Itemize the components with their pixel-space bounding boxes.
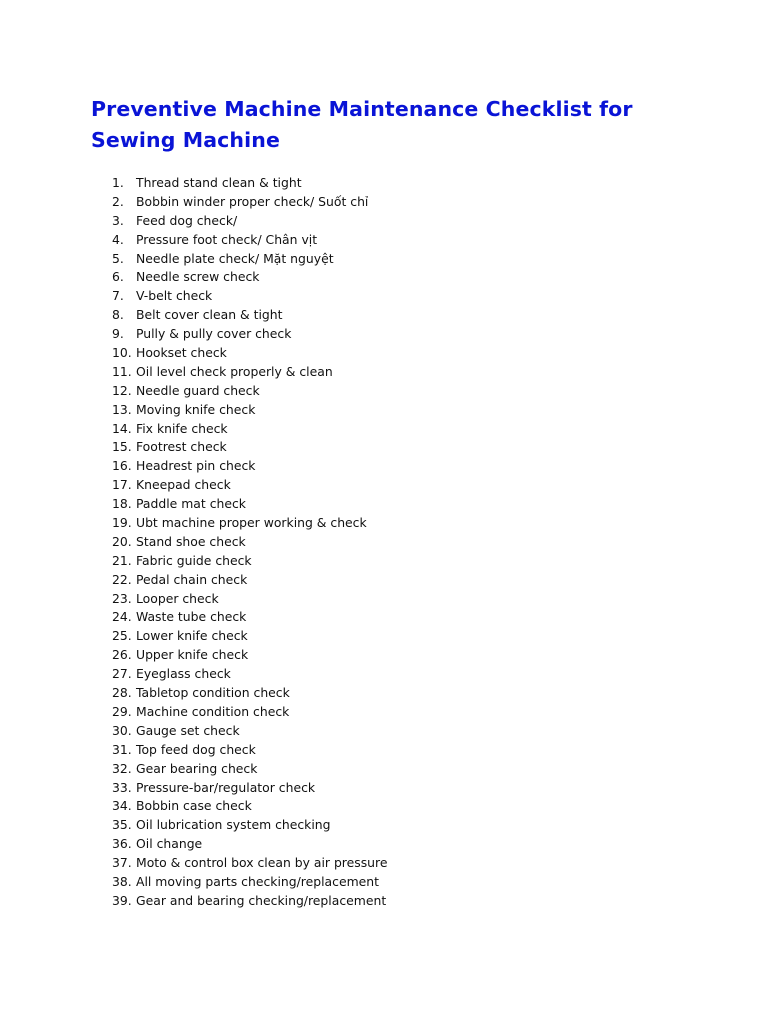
item-text: V-belt check xyxy=(136,288,213,304)
item-number: 11. xyxy=(112,363,132,379)
item-number: 5. xyxy=(112,250,124,266)
item-text: Ubt machine proper working & check xyxy=(136,515,367,531)
item-text: Fix knife check xyxy=(136,420,228,436)
item-text: Kneepad check xyxy=(136,477,231,493)
item-text: Pully & pully cover check xyxy=(136,326,292,342)
page-title: Preventive Machine Maintenance Checklist for Sewing Machine xyxy=(91,97,633,152)
item-text: Paddle mat check xyxy=(136,496,246,512)
item-number: 7. xyxy=(112,288,124,304)
item-number: 4. xyxy=(112,231,124,247)
item-number: 23. xyxy=(112,590,132,606)
item-text: Gauge set check xyxy=(136,722,240,738)
item-text: Pressure foot check/ Chân vịt xyxy=(136,231,318,247)
item-number: 16. xyxy=(112,458,132,474)
item-number: 20. xyxy=(112,533,132,549)
item-number: 6. xyxy=(112,269,124,285)
item-text: Needle plate check/ Mặt nguyệt xyxy=(136,250,334,266)
item-text: All moving parts checking/replacement xyxy=(136,873,379,889)
item-number: 36. xyxy=(112,836,132,852)
item-number: 14. xyxy=(112,420,132,436)
item-number: 29. xyxy=(112,703,132,719)
item-text: Tabletop condition check xyxy=(136,685,290,701)
item-number: 2. xyxy=(112,193,124,209)
item-number: 24. xyxy=(112,609,132,625)
item-number: 30. xyxy=(112,722,132,738)
item-text: Looper check xyxy=(136,590,219,606)
item-number: 10. xyxy=(112,345,132,361)
item-text: Bobbin case check xyxy=(136,798,252,814)
item-number: 32. xyxy=(112,760,132,776)
item-number: 31. xyxy=(112,741,132,757)
item-number: 25. xyxy=(112,628,132,644)
item-number: 3. xyxy=(112,212,124,228)
item-text: Needle guard check xyxy=(136,382,260,398)
item-text: Stand shoe check xyxy=(136,533,246,549)
item-text: Oil level check properly & clean xyxy=(136,363,333,379)
item-text: Belt cover clean & tight xyxy=(136,307,283,323)
item-text: Footrest check xyxy=(136,439,227,455)
item-text: Upper knife check xyxy=(136,647,249,663)
item-number: 34. xyxy=(112,798,132,814)
item-number: 21. xyxy=(112,552,132,568)
item-text: Lower knife check xyxy=(136,628,248,644)
item-number: 15. xyxy=(112,439,132,455)
item-number: 38. xyxy=(112,873,132,889)
item-text: Gear and bearing checking/replacement xyxy=(136,892,387,908)
item-text: Hookset check xyxy=(136,345,227,361)
item-number: 22. xyxy=(112,571,132,587)
item-number: 26. xyxy=(112,647,132,663)
item-text: Pedal chain check xyxy=(136,571,248,587)
item-number: 28. xyxy=(112,685,132,701)
item-text: Gear bearing check xyxy=(136,760,258,776)
item-text: Bobbin winder proper check/ Suốt chỉ xyxy=(136,193,369,209)
item-number: 33. xyxy=(112,779,132,795)
item-number: 18. xyxy=(112,496,132,512)
item-text: Machine condition check xyxy=(136,703,290,719)
item-number: 17. xyxy=(112,477,132,493)
item-text: Moving knife check xyxy=(136,401,256,417)
item-number: 19. xyxy=(112,515,132,531)
item-text: Moto & control box clean by air pressure xyxy=(136,855,388,871)
item-number: 27. xyxy=(112,666,132,682)
item-text: Headrest pin check xyxy=(136,458,256,474)
item-text: Needle screw check xyxy=(136,269,260,285)
item-number: 37. xyxy=(112,855,132,871)
item-number: 9. xyxy=(112,326,124,342)
item-text: Top feed dog check xyxy=(136,741,256,757)
item-text: Pressure-bar/regulator check xyxy=(136,779,316,795)
item-number: 13. xyxy=(112,401,132,417)
item-text: Feed dog check/ xyxy=(136,212,238,228)
item-text: Fabric guide check xyxy=(136,552,252,568)
item-number: 8. xyxy=(112,307,124,323)
item-text: Waste tube check xyxy=(136,609,247,625)
item-number: 39. xyxy=(112,892,132,908)
item-number: 12. xyxy=(112,382,132,398)
item-text: Oil change xyxy=(136,836,203,852)
item-number: 35. xyxy=(112,817,132,833)
item-text: Eyeglass check xyxy=(136,666,231,682)
item-text: Oil lubrication system checking xyxy=(136,817,331,833)
item-text: Thread stand clean & tight xyxy=(136,175,302,190)
item-number: 1. xyxy=(112,175,124,190)
